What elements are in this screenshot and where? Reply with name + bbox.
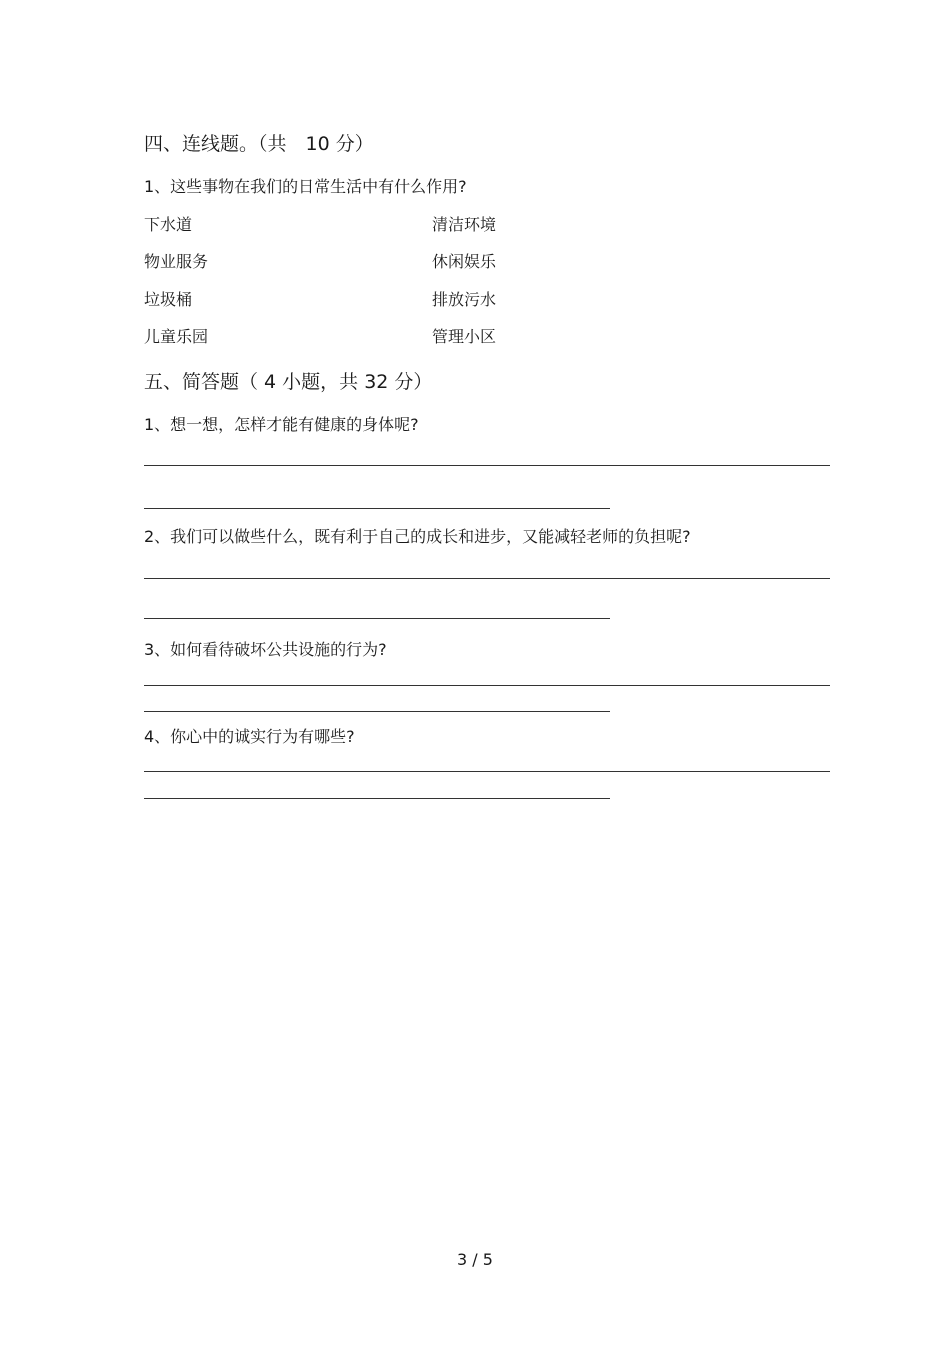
matching-question: 1、这些事物在我们的日常生活中有什么作用? xyxy=(144,177,467,196)
match-right-item: 休闲娱乐 xyxy=(432,252,497,271)
match-left-item: 垃圾桶 xyxy=(144,290,193,309)
match-left-item: 儿童乐园 xyxy=(144,327,209,346)
short-answer-question: 4、你心中的诚实行为有哪些? xyxy=(144,727,355,746)
match-left-item: 下水道 xyxy=(144,215,193,234)
answer-line[interactable] xyxy=(144,685,830,686)
page-number: 3 / 5 xyxy=(457,1250,493,1269)
match-left-item: 物业服务 xyxy=(144,252,209,271)
answer-line[interactable] xyxy=(144,508,610,509)
section-4-heading: 四、连线题。（共 10 分） xyxy=(144,133,374,155)
match-right-item: 排放污水 xyxy=(432,290,497,309)
answer-line[interactable] xyxy=(144,771,830,772)
short-answer-question: 1、想一想，怎样才能有健康的身体呢? xyxy=(144,415,419,434)
short-answer-question: 3、如何看待破坏公共设施的行为? xyxy=(144,640,387,659)
match-right-item: 清洁环境 xyxy=(432,215,497,234)
answer-line[interactable] xyxy=(144,578,830,579)
match-right-item: 管理小区 xyxy=(432,327,497,346)
short-answer-question: 2、我们可以做些什么，既有利于自己的成长和进步，又能减轻老师的负担呢? xyxy=(144,527,691,546)
answer-line[interactable] xyxy=(144,798,610,799)
answer-line[interactable] xyxy=(144,618,610,619)
answer-line[interactable] xyxy=(144,465,830,466)
answer-line[interactable] xyxy=(144,711,610,712)
section-5-heading: 五、简答题（ 4 小题，共 32 分） xyxy=(144,371,433,393)
